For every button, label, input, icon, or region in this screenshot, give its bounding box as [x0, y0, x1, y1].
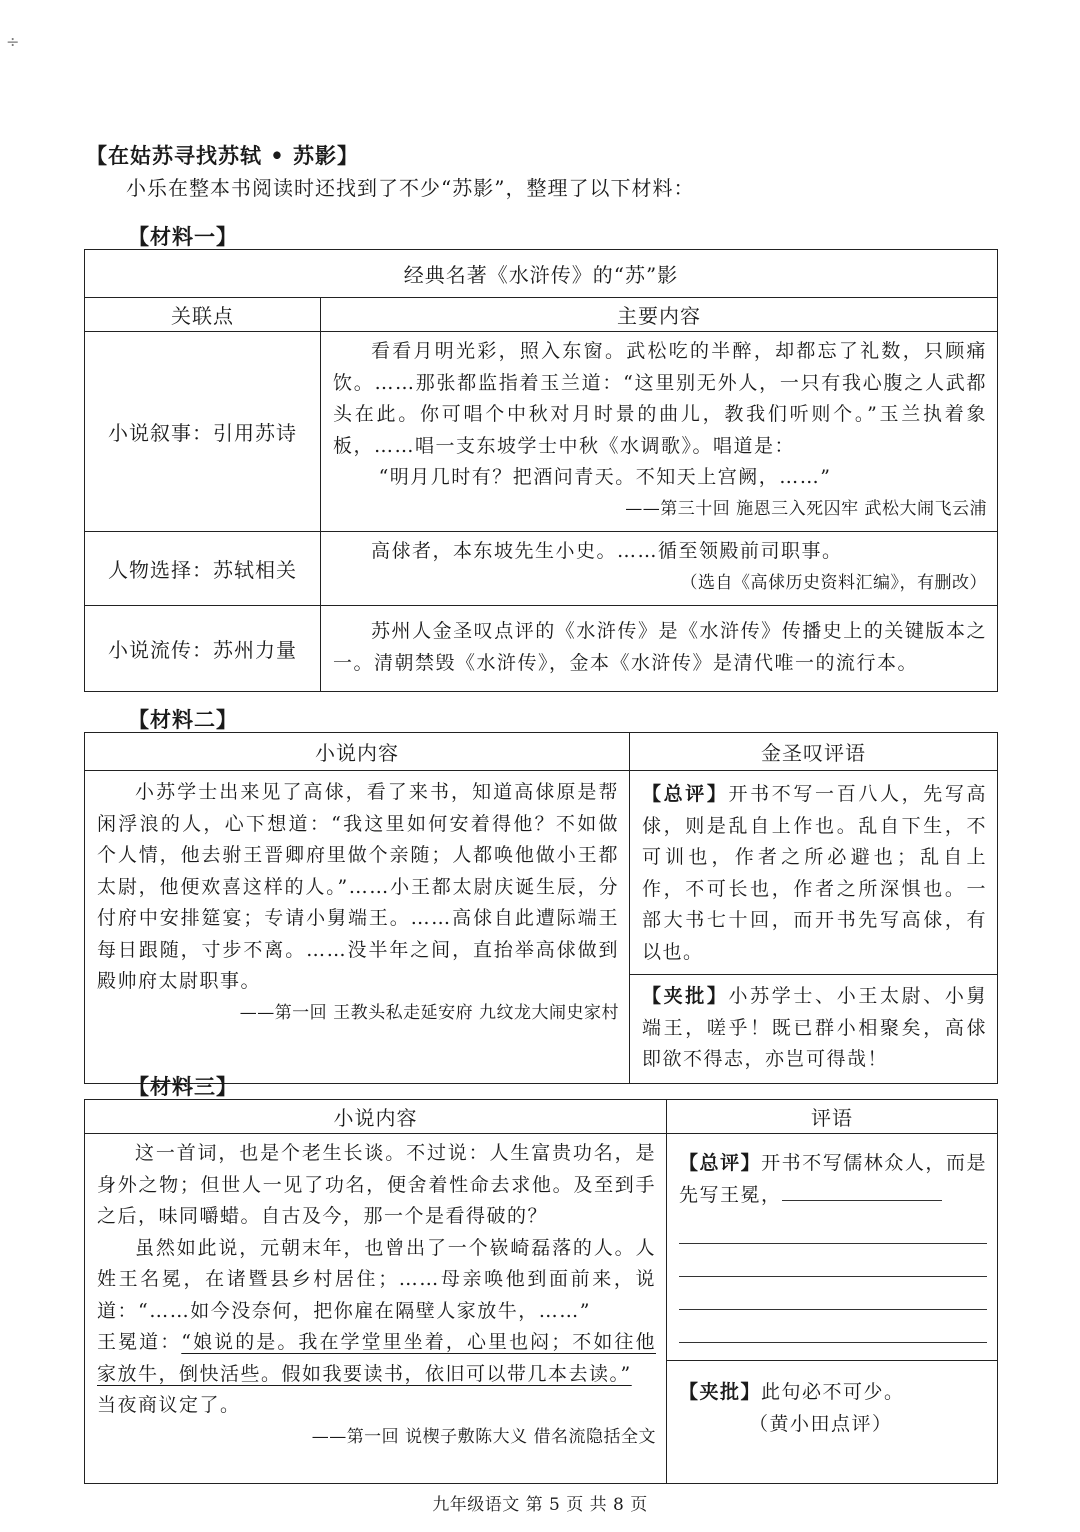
source-citation: ——第一回 说楔子敷陈大义 借名流隐括全文: [311, 1426, 656, 1447]
content-paragraph: 苏州人金圣叹点评的《水浒传》是《水浒传》传播史上的关键版本之一。清朝禁毁《水浒传》，金本《水浒传》是清代唯一的流行本。: [333, 620, 988, 674]
answer-line[interactable]: [679, 1244, 987, 1277]
material-1-label: 【材料一】: [128, 224, 238, 249]
content-paragraph: 高俅者，本东坡先生小史。……循至领殿前司职事。: [371, 540, 843, 562]
poem-quote: “明月几时有？把酒问青天。不知天上宫阙，……”: [378, 466, 832, 488]
main-content-cell: [321, 532, 998, 606]
column-header: 评语: [667, 1100, 998, 1134]
material-3-table: [84, 1099, 998, 1484]
general-comment-tag: 【总评】: [679, 1152, 762, 1174]
relation-point: 小说叙事：引用苏诗: [85, 332, 321, 532]
material-2-table: [84, 732, 998, 1084]
content-paragraph: 当夜商议定了。: [97, 1394, 241, 1416]
answer-line[interactable]: [679, 1277, 987, 1310]
comment-source: （黄小田点评）: [749, 1412, 893, 1435]
general-comment-cell: [667, 1134, 998, 1361]
answer-line[interactable]: [679, 1310, 987, 1343]
inline-comment-tag: 【夹批】: [679, 1381, 762, 1403]
source-citation: （选自《高俅历史资料汇编》，有删改）: [680, 572, 988, 593]
section-intro: 小乐在整本书阅读时还找到了不少“苏影”，整理了以下材料：: [126, 176, 695, 200]
general-comment-text: 开书不写儒林众人，而是先写王冕，: [679, 1152, 987, 1206]
relation-point: 人物选择：苏轼相关: [85, 532, 321, 606]
column-header: 小说内容: [85, 1100, 667, 1134]
column-header: 主要内容: [321, 298, 998, 332]
answer-blank[interactable]: [782, 1182, 942, 1201]
content-paragraph: 虽然如此说，元朝末年，也曾出了一个嵚崎磊落的人。人姓王名冕，在诸暨县乡村居住；……母亲唤他到面前来，说道：“……如今没奈何，把你雇在隔壁人家放牛，……”: [97, 1236, 656, 1322]
inline-comment-text: 此句必不可少。: [761, 1381, 905, 1403]
section-title: 【在姑苏寻找苏轼 • 苏影】: [86, 143, 360, 168]
inline-comment-text: 小苏学士、小王太尉、小舅端王，嗟乎！既已群小相聚矣，高俅即欲不得志，亦岂可得哉！: [642, 985, 987, 1070]
main-content-cell: [321, 332, 998, 532]
content-paragraph: 这一首词，也是个老生长谈。不过说：人生富贵功名，是身外之物；但世人一见了功名，便舍着性命去求他。及至到手之后，味同嚼蜡。自古及今，那一个是看得破的？: [97, 1142, 656, 1227]
answer-line[interactable]: [679, 1211, 987, 1244]
inline-comment-cell: [630, 975, 998, 1084]
speaker-text: 王冕道：: [97, 1331, 182, 1353]
general-comment-text: 开书不写一百八人，先写高俅，则是乱自上作也。乱自下生，不可训也，作者之所必避也；乱自上作，不可长也，作者之所深惧也。一部大书七十回，而开书先写高俅，有以也。: [642, 783, 987, 963]
material-1-title: 经典名著《水浒传》的“苏”影: [85, 250, 998, 298]
column-header: 小说内容: [85, 733, 630, 771]
general-comment-tag: 【总评】: [642, 783, 729, 805]
content-paragraph: 小苏学士出来见了高俅，看了来书，知道高俅原是帮闲浮浪的人，心下想道：“我这里如何安着得他？不如做个人情，他去驸王晋卿府里做个亲随；人都唤他做小王都太尉，他便欢喜这样的人。”……小王都太尉庆诞生辰，分付府中安排筵宴；专请小舅端王。……高俅自此遭际端王每日跟随，寸步不离。……没半年之间，直抬举高俅做到殿帅府太尉职事。: [97, 781, 619, 992]
material-1-table: [84, 249, 998, 692]
material-2-label: 【材料二】: [128, 707, 238, 732]
source-citation: ——第一回 王教头私走延安府 九纹龙大闹史家村: [239, 1002, 619, 1023]
main-content-cell: [321, 606, 998, 692]
underlined-quote: “娘说的是。我在学堂里坐着，心里也闷；不如往他家放牛，倒快活些。假如我要读书，依旧可以带几本去读。”: [97, 1331, 656, 1385]
inline-comment-tag: 【夹批】: [642, 985, 729, 1007]
corner-mark: ÷: [6, 32, 20, 51]
novel-content-cell: [85, 771, 630, 1084]
general-comment-cell: [630, 771, 998, 975]
content-paragraph: 看看月明光彩，照入东窗。武松吃的半醉，却都忘了礼数，只顾痛饮。……那张都监指着玉兰道：“这里别无外人，一只有我心腹之人武都头在此。你可唱个中秋对月时景的曲儿，教我们听则个。”玉兰执着象板，……唱一支东坡学士中秋《水调歌》。唱道是：: [333, 340, 988, 457]
source-citation: ——第三十回 施恩三入死囚牢 武松大闹飞云浦: [625, 498, 988, 519]
novel-content-cell: [85, 1134, 667, 1484]
column-header: 关联点: [85, 298, 321, 332]
relation-point: 小说流传：苏州力量: [85, 606, 321, 692]
column-header: 金圣叹评语: [630, 733, 998, 771]
inline-comment-cell: [667, 1361, 998, 1484]
material-3-label: 【材料三】: [128, 1074, 238, 1099]
page-footer: 九年级语文 第 5 页 共 8 页: [432, 1495, 648, 1515]
